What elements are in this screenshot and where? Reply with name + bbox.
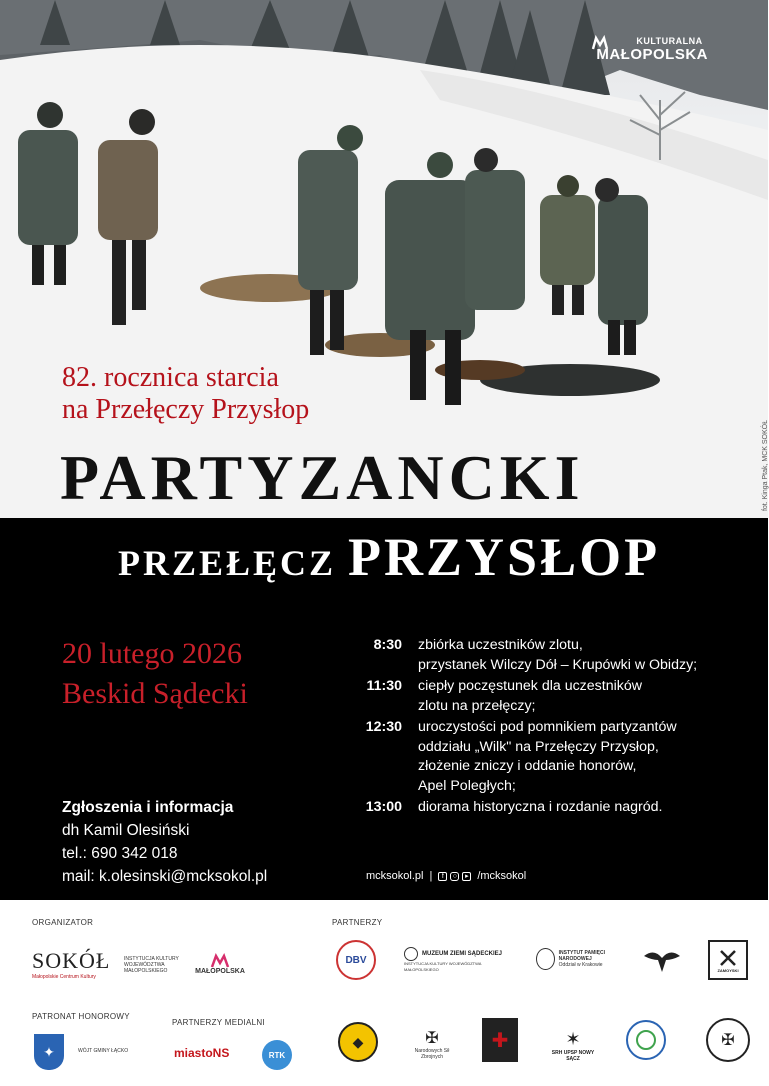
sponsors-footer <box>0 900 768 1086</box>
partners-label: PARTNERZY <box>332 918 383 927</box>
media-partners-label: PARTNERZY MEDIALNI <box>172 1018 265 1027</box>
contact-heading: Zgłoszenia i informacja <box>62 799 234 816</box>
schedule-item <box>360 798 750 818</box>
contact-block <box>62 796 267 888</box>
contact-phone: tel.: 690 342 018 <box>62 845 178 862</box>
kulturalna-malopolska-logo <box>592 36 708 63</box>
crest-icon: ✦ <box>43 1043 55 1060</box>
schedule-line: przystanek Wilczy Dół – Krupówki w Obidzy; <box>418 656 698 673</box>
schedule-item <box>360 677 750 716</box>
instagram-icon[interactable]: ○ <box>450 872 459 881</box>
title-line-1: PARTYZANCKI <box>60 442 585 513</box>
schedule <box>360 636 750 820</box>
schedule-line: zbiórka uczestników zlotu, <box>418 637 583 653</box>
eagle-logo <box>640 942 684 980</box>
zamojski-logo <box>708 940 748 980</box>
title-przyslop: PRZYSŁOP <box>348 527 661 587</box>
dbv-logo: DBV <box>336 940 376 980</box>
muzeum-name: MUZEUM ZIEMI SĄDECKIEJ <box>422 951 503 957</box>
contact-name: dh Kamil Olesiński <box>62 822 190 839</box>
ipn-logo <box>536 944 626 974</box>
miastons-logo <box>174 1044 244 1062</box>
sokol-sub: Małopolskie Centrum Kultury <box>32 974 96 980</box>
anniversary-line-2: na Przełęczy Przysłop <box>62 394 310 425</box>
rtk-text: RTK <box>268 1050 286 1060</box>
schedule-time: 13:00 <box>365 799 402 815</box>
ipn-sub: Oddział w Krakowie <box>558 962 603 968</box>
cross-icon: ✠ <box>721 1032 735 1049</box>
miastons-text: miastoNS <box>174 1046 230 1060</box>
eagle-icon <box>642 946 682 976</box>
ipn-name: INSTYTUT PAMIĘCI NARODOWEJ <box>558 950 605 962</box>
logo-top-text: KULTURALNA <box>636 36 703 46</box>
nsz-logo <box>408 1018 456 1070</box>
facebook-icon[interactable]: f <box>438 872 447 881</box>
schedule-item <box>360 636 750 675</box>
schedule-line: diorama historyczna i rozdanie nagród. <box>418 799 663 815</box>
muzeum-logo <box>404 946 514 974</box>
srh-logo <box>548 1018 598 1072</box>
sokol-logo <box>32 948 112 980</box>
links-separator: | <box>429 870 433 882</box>
srh-emblem-icon: ✶ <box>565 1028 581 1049</box>
hero-photo <box>0 0 768 520</box>
logo-bottom-text: MAŁOPOLSKA <box>596 46 708 63</box>
event-date-place <box>62 634 248 714</box>
youtube-icon[interactable]: ▸ <box>462 872 471 881</box>
orion-logo: ◆ <box>338 1022 378 1062</box>
wojt-text: WÓJT GMINY ŁĄCKO <box>78 1048 129 1054</box>
event-place: Beskid Sądecki <box>62 677 248 710</box>
schedule-line: zlotu na przełęczy; <box>418 697 536 714</box>
rtk-logo <box>262 1040 292 1070</box>
cross-logo <box>482 1018 518 1062</box>
website-link[interactable]: mcksokol.pl <box>366 870 424 882</box>
contact-email: mail: k.olesinski@mcksokol.pl <box>62 868 268 885</box>
nsz-text: Narodowych Sił Zbrojnych <box>414 1048 450 1060</box>
crossed-swords-icon <box>718 948 738 968</box>
muzeum-crest-icon <box>404 947 418 961</box>
schedule-line: uroczystości pod pomnikiem partyzantów <box>418 719 677 735</box>
zamojski-text: ZAMOYSKI <box>717 967 739 973</box>
social-handle[interactable]: /mcksokol <box>477 870 527 882</box>
web-links <box>366 870 526 882</box>
gmina-lacko-crest <box>34 1034 64 1070</box>
anniversary-text <box>62 362 309 426</box>
association-logo <box>706 1018 750 1062</box>
social-icons <box>438 872 471 881</box>
schedule-line: ciepły poczęstunek dla uczestników <box>418 678 642 694</box>
schedule-time: 11:30 <box>366 678 402 694</box>
nsz-emblem-icon: ✠ <box>425 1030 439 1047</box>
schedule-line: Apel Poległych; <box>418 777 516 794</box>
instytucja-text: INSTYTUCJA KULTURY WOJEWÓDZTWA MAŁOPOLSKIEGO <box>124 956 179 974</box>
event-date: 20 lutego 2026 <box>62 637 242 670</box>
muzeum-sub: INSTYTUCJA KULTURY WOJEWÓDZTWA MAŁOPOLSKIEGO <box>404 961 482 972</box>
eagle-emblem-icon <box>536 948 555 970</box>
red-cross-icon: ✚ <box>491 1029 509 1052</box>
schedule-line: złożenie zniczy i oddanie honorów, <box>418 758 637 774</box>
schedule-line: oddziału „Wilk" na Przełęczy Przysłop, <box>418 738 659 755</box>
title-przelecz: PRZEŁĘCZ <box>118 543 337 583</box>
blue-circle-logo <box>626 1020 666 1060</box>
photo-credit: fot. Kinga Ptak, MCK SOKÓŁ <box>762 420 769 512</box>
srh-text: SRH UPSP NOWY SĄCZ <box>551 1049 595 1062</box>
organizer-label: ORGANIZATOR <box>32 918 94 927</box>
schedule-item <box>360 718 750 796</box>
schedule-time: 12:30 <box>365 719 402 735</box>
anniversary-line-1: 82. rocznica starcia <box>62 362 279 393</box>
sokol-name: SOKÓŁ <box>32 948 111 973</box>
info-band <box>0 518 768 900</box>
malopolska-m-icon <box>211 954 229 968</box>
patron-label: PATRONAT HONOROWY <box>32 1012 130 1021</box>
title-line-2 <box>118 526 660 588</box>
malopolska-logo <box>192 948 248 980</box>
schedule-time: 8:30 <box>373 637 402 653</box>
malopolska-text: MAŁOPOLSKA <box>195 967 245 975</box>
